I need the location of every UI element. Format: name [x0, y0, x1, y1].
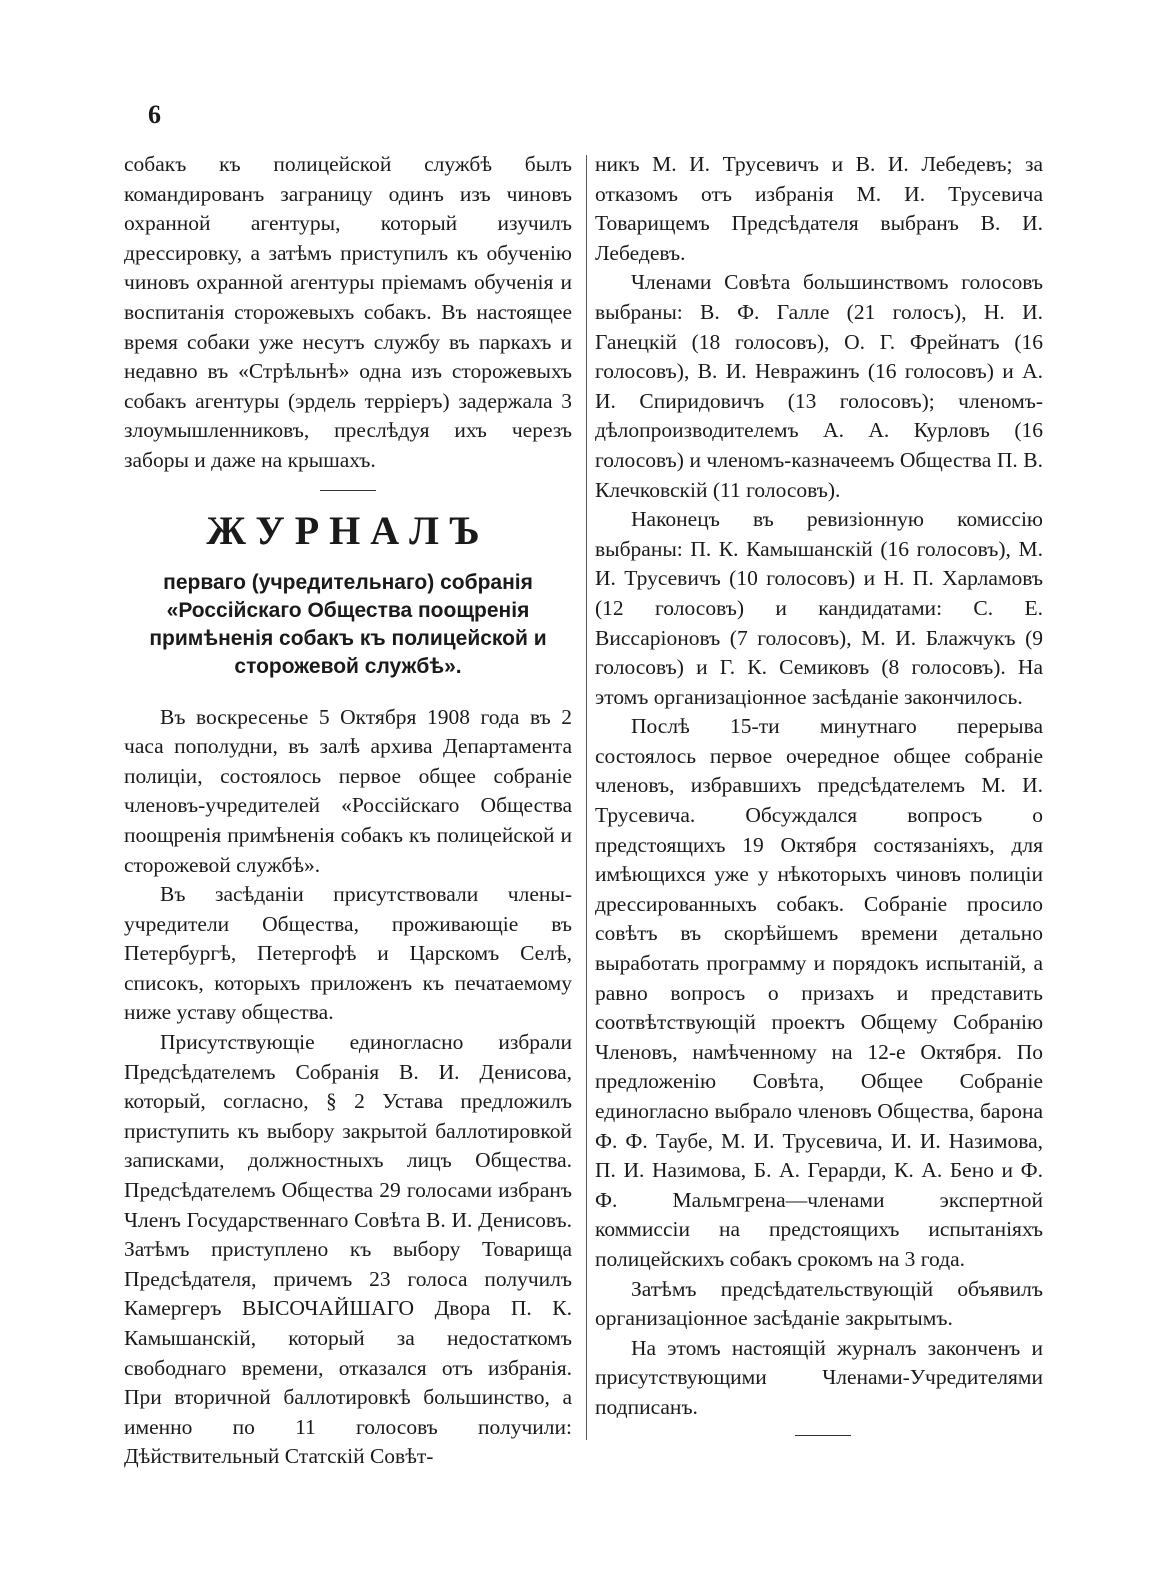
intro-paragraph: собакъ къ полицейской службѣ былъ командированъ заграницу одинъ изъ чиновъ охранной агентуры, который изучилъ дрессировку, а затѣмъ приступилъ къ обученію чиновъ охранной агентуры пріемамъ обученія и воспитанія сторожевыхъ собакъ. Въ настоящее время собаки уже несутъ службу въ паркахъ и недавно въ «Стрѣльнѣ» одна изъ сторожевыхъ собакъ агентуры (эрдель терріеръ) задержала 3 злоумышленниковъ, преслѣдуя ихъ черезъ заборы и даже на крышахъ.: [124, 152, 572, 472]
right-column: [595, 150, 1043, 1436]
body-paragraph: Послѣ 15-ти минутнаго перерыва состоялось первое очередное общее собраніе членовъ, избравшихъ предсѣдателемъ М. И. Трусевича. Обсуждался вопросъ о предстоящихъ 19 Октября состязаніяхъ, для имѣющихся уже у нѣкоторыхъ чиновъ полиціи дрессированныхъ собакъ. Собраніе просило совѣтъ въ скорѣйшемъ времени детально выработать программу и порядокъ испытаній, а равно вопросъ о призахъ и представить соотвѣтствующій проектъ Общему Собранію Членовъ, намѣченному на 12-е Октября. По предложенію Совѣта, Общее Собраніе единогласно выбрало членовъ Общества, барона Ф. Ф. Таубе, М. И. Трусевича, И. И. Назимова, П. И. Назимова, Б. А. Герарди, К. А. Бено и Ф. Ф. Мальмгрена—членами экспертной коммиссіи на предстоящихъ испытаніяхъ полицейскихъ собакъ срокомъ на 3 года.: [595, 714, 1043, 1271]
body-paragraph: Наконецъ въ ревизіонную комиссію выбраны: П. К. Камышанскій (16 голосовъ), М. И. Трусевичъ (10 голосовъ) и Н. П. Харламовъ (12 голосовъ) и кандидатами: С. Е. Виссаріоновъ (7 голосовъ), М. И. Блажчукъ (9 голосовъ) и Г. К. Семиковъ (8 голосовъ). На этомъ организаціонное засѣданіе закончилось.: [595, 507, 1043, 709]
body-paragraph: Присутствующіе единогласно избрали Предсѣдателемъ Собранія В. И. Денисова, который, согласно, § 2 Устава предложилъ приступить къ выбору закрытой баллотировкой записками, должностныхъ лицъ Общества. Предсѣдателемъ Общества 29 голосами избранъ Членъ Государственнаго Совѣта В. И. Денисовъ. Затѣмъ приступлено къ выбору Товарища Предсѣдателя, причемъ 23 голоса получилъ Камергеръ ВЫСОЧАЙШАГО Двора П. К. Камышанскій, который за недостаткомъ свободнаго времени, отказался отъ избранія. При вторичной баллотировкѣ большинство, а именно по 11 голосовъ получили: Дѣйствительный Статскій Совѣт-: [124, 1030, 572, 1469]
body-paragraph: Въ засѣданіи присутствовали члены-учредители Общества, проживающіе въ Петербургѣ, Петергофѣ и Царскомъ Селѣ, списокъ, которыхъ приложенъ къ печатаемому ниже уставу общества.: [124, 882, 572, 1025]
body-paragraph: никъ М. И. Трусевичъ и В. И. Лебедевъ; за отказомъ отъ избранія М. И. Трусевича Товарищемъ Предсѣдателя выбранъ В. И. Лебедевъ.: [595, 152, 1043, 265]
column-divider: [586, 155, 587, 1440]
left-column: [124, 150, 572, 1472]
section-separator: [320, 490, 376, 491]
page-number: 6: [148, 100, 161, 129]
body-paragraph: Въ воскресенье 5 Октября 1908 года въ 2 часа пополудни, въ залѣ архива Департамента полиціи, состоялось первое общее собраніе членовъ-учредителей «Россійскаго Общества поощренія примѣненія собакъ къ полицейской и сторожевой службѣ».: [124, 704, 572, 877]
body-paragraph: Затѣмъ предсѣдательствующій объявилъ организаціонное засѣданіе закрытымъ.: [595, 1276, 1043, 1331]
journal-subtitle: перваго (учредительнаго) собранія «Россійскаго Общества поощренія примѣненія собакъ къ полицейской и сторожевой службѣ».: [149, 570, 547, 678]
body-paragraph: На этомъ настоящій журналъ законченъ и присутствующими Членами-Учредителями подписанъ.: [595, 1335, 1043, 1419]
end-separator: [795, 1435, 851, 1436]
journal-title: ЖУРНАЛЪ: [206, 507, 490, 553]
body-paragraph: Членами Совѣта большинствомъ голосовъ выбраны: В. Ф. Галле (21 голосъ), Н. И. Ганецкій (18 голосовъ), О. Г. Фрейнатъ (16 голосовъ), В. И. Невражинъ (16 голосовъ) и А. И. Спиридовичъ (13 голосовъ); членомъ-дѣлопроизводителемъ А. А. Курловъ (16 голосовъ) и членомъ-казначеемъ Общества П. В. Клечковскій (11 голосовъ).: [595, 270, 1043, 502]
